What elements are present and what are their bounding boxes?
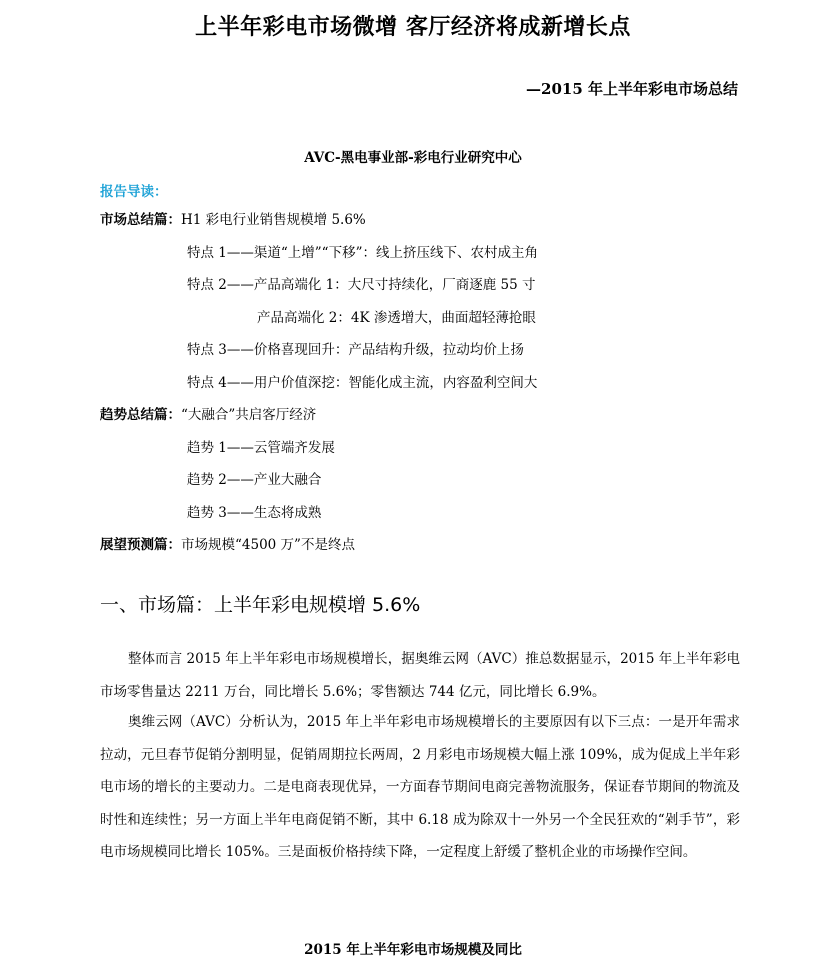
outline-feature-4: 特点 4——用户价值深挖：智能化成主流，内容盈利空间大	[187, 375, 538, 391]
document-subtitle: —2015 年上半年彩电市场总结	[526, 80, 738, 98]
outline-market-label: 市场总结篇：	[100, 212, 181, 228]
outline-trend-2: 趋势 2——产业大融合	[187, 472, 322, 488]
document-title: 上半年彩电市场微增 客厅经济将成新增长点	[195, 15, 631, 40]
outline-outlook-summary	[100, 536, 355, 554]
report-guide-label: 报告导读：	[100, 184, 168, 200]
outline-feature-2: 特点 2——产品高端化 1：大尺寸持续化，厂商逐鹿 55 寸	[187, 277, 536, 293]
paragraph-2: 奥维云网（AVC）分析认为，2015 年上半年彩电市场规模增长的主要原因有以下三点：一是开年需求拉动，元旦春节促销分割明显，促销周期拉长两周，2 月彩电市场规模大幅上涨 109%，成为促成上半年彩电市场的增长的主要动力。二是电商表现优异，一方面春节期间电商完善物流服务，保证春节期间的物流及时性和连续性；另一方面上半年电商促销不断，其中 6.18 成为除双十一外另一个全民狂欢的“剁手节”，彩电市场规模同比增长 105%。三是面板价格持续下降，一定程度上舒缓了整机企业的市场操作空间。	[100, 714, 740, 860]
organization-name: AVC-黑电事业部-彩电行业研究中心	[304, 150, 522, 166]
outline-trend-3: 趋势 3——生态将成熟	[187, 505, 322, 521]
paragraph-1: 整体而言 2015 年上半年彩电市场规模增长，据奥维云网（AVC）推总数据显示，2015 年上半年彩电市场零售量达 2211 万台，同比增长 5.6%；零售额达 744 亿元，同比增长 6.9%。	[100, 651, 740, 700]
outline-trend-text: “大融合”共启客厅经济	[181, 407, 317, 423]
outline-feature-2b: 产品高端化 2：4K 渗透增大，曲面超轻薄抢眼	[257, 310, 536, 326]
section-1-heading: 一、市场篇：上半年彩电规模增 5.6%	[100, 594, 421, 616]
outline-trend-label: 趋势总结篇：	[100, 407, 181, 423]
outline-market-summary	[100, 211, 366, 229]
outline-trend-summary	[100, 406, 316, 424]
outline-feature-1: 特点 1——渠道“上增”“下移”：线上挤压线下、农村成主角	[187, 245, 538, 261]
outline-feature-3: 特点 3——价格喜现回升：产品结构升级，拉动均价上扬	[187, 342, 524, 358]
outline-trend-1: 趋势 1——云管端齐发展	[187, 440, 335, 456]
outline-outlook-text: 市场规模“4500 万”不是终点	[181, 537, 355, 553]
outline-market-text: H1 彩电行业销售规模增 5.6%	[181, 212, 366, 228]
outline-outlook-label: 展望预测篇：	[100, 537, 181, 553]
figure-caption: 2015 年上半年彩电市场规模及同比	[304, 942, 522, 958]
